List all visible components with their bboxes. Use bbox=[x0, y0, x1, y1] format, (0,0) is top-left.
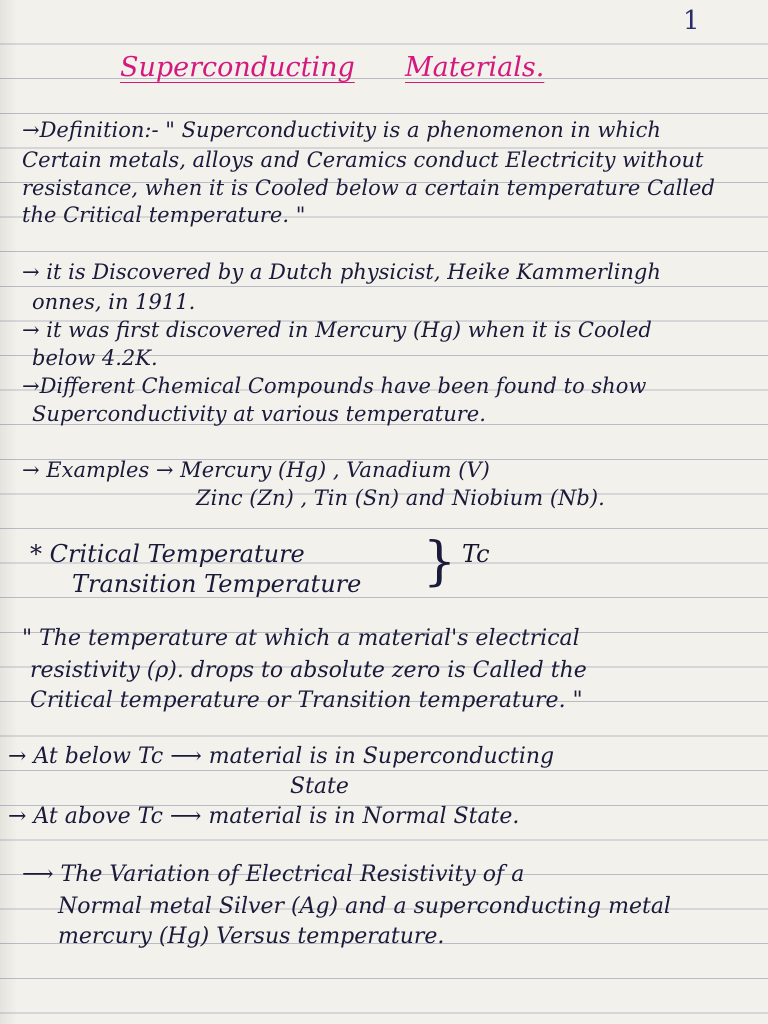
history-line-1: → it is Discovered by a Dutch physicist, Heike Kammerlingh bbox=[22, 260, 661, 284]
tc-definition-line-2: resistivity (ρ). drops to absolute zero is Called the bbox=[30, 658, 587, 683]
tc-symbol: Tc bbox=[462, 540, 490, 568]
transition-temperature-heading: Transition Temperature bbox=[72, 570, 362, 598]
definition-line-4: the Critical temperature. " bbox=[22, 203, 306, 227]
definition-line-1: →Definition:- " Superconductivity is a phenomenon in which bbox=[22, 118, 661, 142]
title-word-superconducting: Superconducting bbox=[120, 52, 355, 83]
tc-definition-line-3: Critical temperature or Transition temperature. " bbox=[30, 688, 583, 713]
page-number: 1 bbox=[683, 6, 700, 36]
critical-temperature-heading: * Critical Temperature bbox=[30, 540, 305, 568]
history-line-5: →Different Chemical Compounds have been found to show bbox=[22, 374, 647, 398]
definition-line-2: Certain metals, alloys and Ceramics conduct Electricity without bbox=[22, 148, 704, 172]
tc-definition-line-1: " The temperature at which a material's electrical bbox=[22, 626, 580, 651]
curly-brace: } bbox=[423, 532, 457, 592]
examples-line-1: → Examples → Mercury (Hg) , Vanadium (V) bbox=[22, 458, 490, 482]
below-tc-line: → At below Tc ⟶ material is in Superconducting bbox=[8, 744, 555, 769]
title-word-materials: Materials. bbox=[405, 52, 545, 83]
variation-line-2: Normal metal Silver (Ag) and a superconducting metal bbox=[58, 894, 671, 919]
variation-line-1: ⟶ The Variation of Electrical Resistivity of a bbox=[22, 862, 525, 887]
definition-line-3: resistance, when it is Cooled below a certain temperature Called bbox=[22, 176, 715, 200]
history-line-4: below 4.2K. bbox=[32, 346, 158, 370]
examples-line-2: Zinc (Zn) , Tin (Sn) and Niobium (Nb). bbox=[196, 486, 605, 510]
history-line-6: Superconductivity at various temperature. bbox=[32, 402, 486, 426]
history-line-2: onnes, in 1911. bbox=[32, 290, 196, 314]
history-line-3: → it was first discovered in Mercury (Hg) when it is Cooled bbox=[22, 318, 652, 342]
variation-line-3: mercury (Hg) Versus temperature. bbox=[58, 924, 445, 949]
superconducting-state-word: State bbox=[290, 774, 349, 799]
above-tc-line: → At above Tc ⟶ material is in Normal State. bbox=[8, 804, 520, 829]
